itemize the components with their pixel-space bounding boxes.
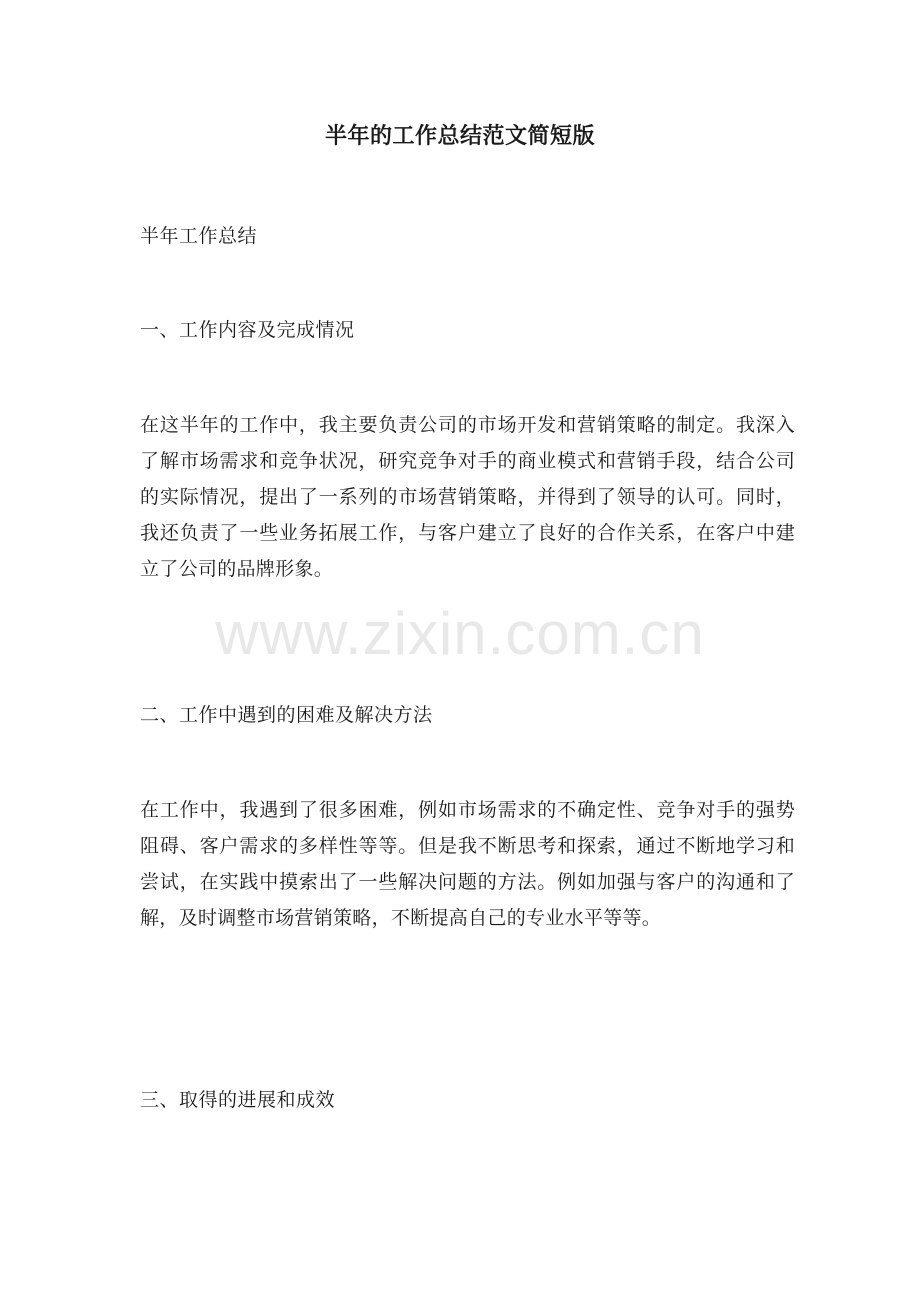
watermark: www.zixin.com.cn bbox=[215, 600, 705, 667]
section-2-paragraph: 在工作中，我遇到了很多困难，例如市场需求的不确定性、竞争对手的强势阻碍、客户需求的多样性等等。但是我不断思考和探索，通过不断地学习和尝试，在实践中摸索出了一些解决问题的方法。例如加强与客户的沟通和了解，及时调整市场营销策略，不断提高自己的专业水平等等。 bbox=[140, 799, 795, 929]
section-2-heading: 二、工作中遇到的困难及解决方法 bbox=[140, 704, 433, 726]
section-3-heading: 三、取得的进展和成效 bbox=[140, 1089, 336, 1111]
section-1-paragraph: 在这半年的工作中，我主要负责公司的市场开发和营销策略的制定。我深入了解市场需求和竞争状况，研究竞争对手的商业模式和营销手段，结合公司的实际情况，提出了一系列的市场营销策略，并得到了领导的认可。同时，我还负责了一些业务拓展工作，与客户建立了良好的合作关系，在客户中建立了公司的品牌形象。 bbox=[140, 414, 795, 580]
section-1-heading: 一、工作内容及完成情况 bbox=[140, 319, 355, 341]
document-title: 半年的工作总结范文简短版 bbox=[324, 123, 595, 149]
document-subtitle: 半年工作总结 bbox=[140, 225, 258, 247]
